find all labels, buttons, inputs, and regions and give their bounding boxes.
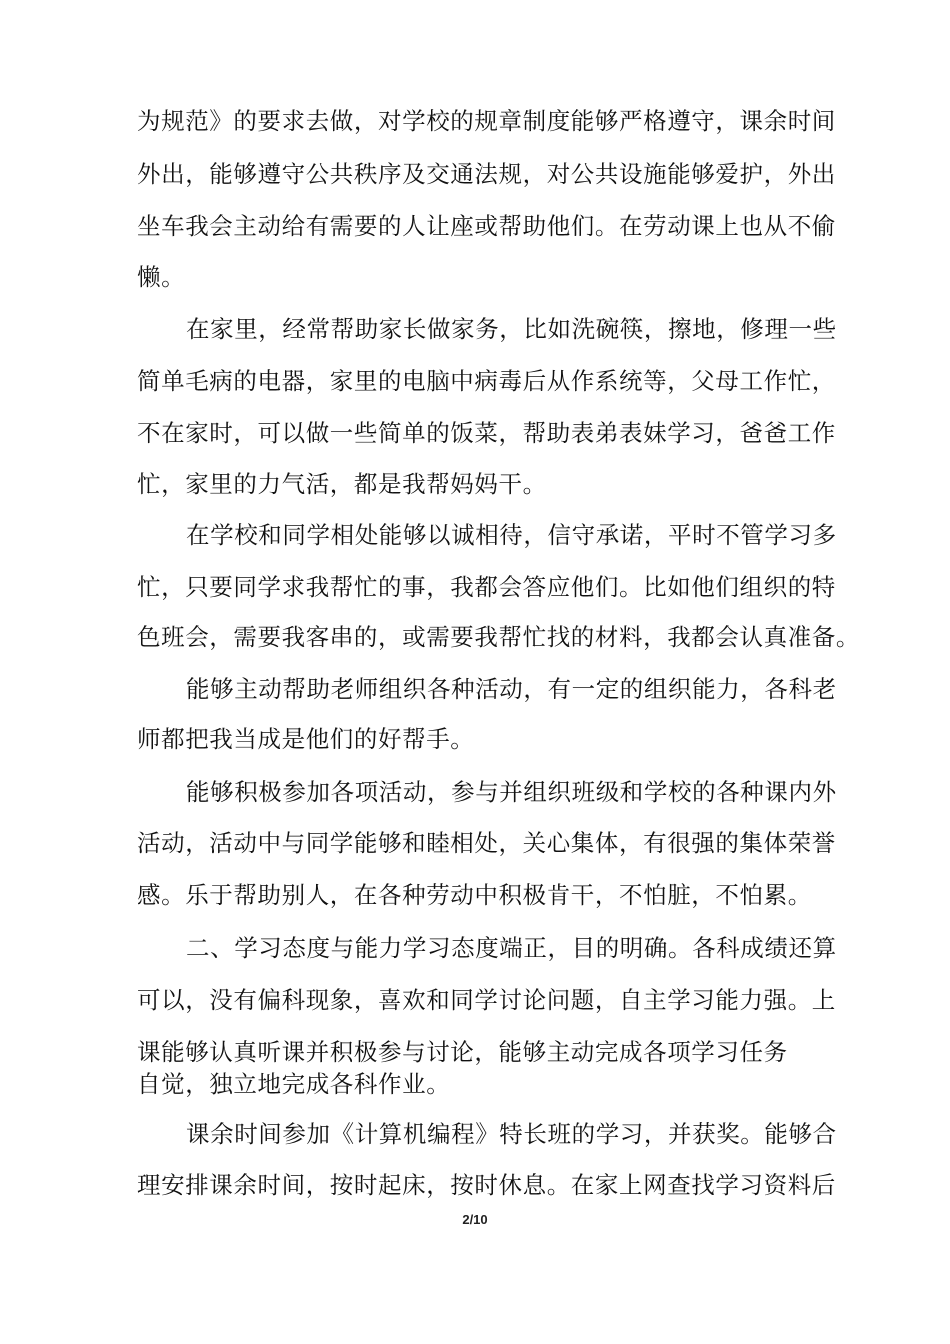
paragraph-first-line: 能够积极参加各项活动，参与并组织班级和学校的各种课内外 <box>186 778 837 806</box>
text-line: 色班会，需要我客串的，或需要我帮忙找的材料，我都会认真准备。 <box>137 623 860 651</box>
text-line: 自觉，独立地完成各科作业。 <box>137 1070 451 1098</box>
text-line: 简单毛病的电器，家里的电脑中病毒后从作系统等，父母工作忙， <box>137 367 836 395</box>
text-line: 忙，家里的力气活，都是我帮妈妈干。 <box>137 470 547 498</box>
paragraph-first-line: 在学校和同学相处能够以诚相待，信守承诺，平时不管学习多 <box>186 521 837 549</box>
text-line: 坐车我会主动给有需要的人让座或帮助他们。在劳动课上也从不偷 <box>137 212 836 240</box>
text-line: 师都把我当成是他们的好帮手。 <box>137 725 475 753</box>
text-line: 可以，没有偏科现象，喜欢和同学讨论问题，自主学习能力强。上 <box>137 986 836 1014</box>
text-line: 忙，只要同学求我帮忙的事，我都会答应他们。比如他们组织的特 <box>137 573 836 601</box>
paragraph-first-line: 在家里，经常帮助家长做家务，比如洗碗筷，擦地，修理一些 <box>186 315 837 343</box>
page-number: 2/10 <box>462 1212 488 1227</box>
text-line: 懒。 <box>137 263 186 291</box>
paragraph-first-line: 二、学习态度与能力学习态度端正，目的明确。各科成绩还算 <box>186 934 837 962</box>
text-line: 为规范》的要求去做，对学校的规章制度能够严格遵守，课余时间 <box>137 107 836 135</box>
text-line: 感。乐于帮助别人，在各种劳动中积极肯干，不怕脏，不怕累。 <box>137 881 812 909</box>
text-line: 理安排课余时间，按时起床，按时休息。在家上网查找学习资料后 <box>137 1171 836 1199</box>
text-line: 课能够认真听课并积极参与讨论，能够主动完成各项学习任务 <box>137 1038 788 1066</box>
paragraph-first-line: 课余时间参加《计算机编程》特长班的学习，并获奖。能够合 <box>186 1120 837 1148</box>
text-line: 不在家时，可以做一些简单的饭菜，帮助表弟表妹学习，爸爸工作 <box>137 419 836 447</box>
paragraph-first-line: 能够主动帮助老师组织各种活动，有一定的组织能力，各科老 <box>186 675 837 703</box>
text-line: 外出，能够遵守公共秩序及交通法规，对公共设施能够爱护，外出 <box>137 160 836 188</box>
text-line: 活动，活动中与同学能够和睦相处，关心集体，有很强的集体荣誉 <box>137 829 836 857</box>
